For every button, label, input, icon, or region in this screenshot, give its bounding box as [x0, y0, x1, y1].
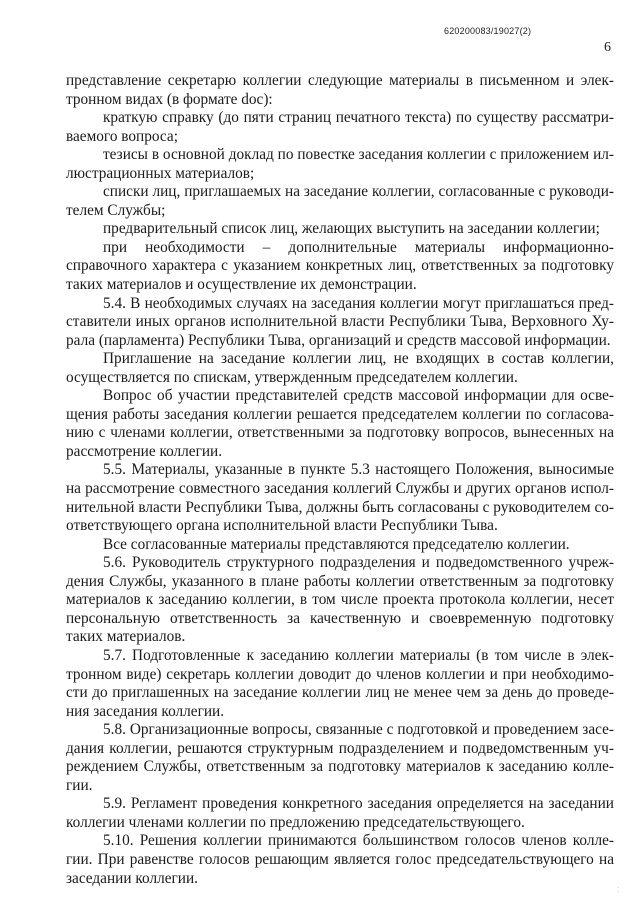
paragraph: предварительный список лиц, желающих выступить на заседании коллегии; — [103, 220, 600, 238]
page-number: 6 — [604, 40, 611, 55]
paragraph: 5.6. Руководитель структурного подразделения и подведомственного учреждения Службы, указанного в плане работы коллегии ответственным за подготовку материалов к заседанию коллегии, в том числе проекта протокола коллегии, несет персональную ответственность за качественную и своевременную подготовку таких материалов. — [66, 554, 614, 646]
paragraph: при необходимости – дополнительные материалы информационно-справочного характера с указанием конкретных лиц, ответственных за подготовку таких материалов и осуществление их демонстрации. — [66, 238, 614, 294]
paragraph: 5.7. Подготовленные к заседанию коллегии материалы (в том числе в электронном виде) секретарь коллегии доводит до членов коллегии и при необходимости до приглашенных на заседание коллегии лиц не менее чем за день до проведения заседания коллегии. — [66, 646, 614, 720]
document-body — [66, 72, 614, 888]
paragraph: представление секретарю коллегии следующие материалы в письменном и электронном видах (в формате doc): — [66, 72, 614, 108]
scan-mark: ⁚ — [617, 886, 620, 894]
doc-number: 620200083/19027(2) — [444, 26, 532, 36]
paragraph: Вопрос об участии представителей средств массовой информации для освещения работы заседания коллегии решается председателем коллегии по согласованию с членами коллегии, ответственными за подготовку вопросов, вынесенных на рассмотрение коллегии. — [66, 387, 614, 460]
paragraph: Приглашение на заседание коллегии лиц, не входящих в состав коллегии, осуществляется по спискам, утвержденным председателем коллегии. — [66, 350, 614, 386]
paragraph: Все согласованные материалы представляются председателю коллегии. — [103, 535, 570, 553]
paragraph: 5.9. Регламент проведения конкретного заседания определяется на заседании коллегии членами коллегии по предложению председательствующего. — [66, 795, 614, 831]
paragraph: 5.5. Материалы, указанные в пункте 5.3 настоящего Положения, выносимые на рассмотрение совместного заседания коллегий Службы и других органов исполнительной власти Республики Тыва, должны быть согласованы с руководителем соответствующего органа исполнительной власти Республики Тыва. — [66, 461, 614, 535]
paragraph: 5.4. В необходимых случаях на заседания коллегии могут приглашаться представители иных органов исполнительной власти Республики Тыва, Верховного Хурала (парламента) Республики Тыва, организаций и средств массовой информации. — [66, 294, 614, 349]
paragraph: 5.10. Решения коллегии принимаются большинством голосов членов коллегии. При равенстве голосов решающим является голос председательствующего на заседании коллегии. — [66, 832, 614, 887]
paragraph: 5.8. Организационные вопросы, связанные с подготовкой и проведением заседания коллегии, решаются структурным подразделением и подведомственным учреждением Службы, ответственным за подготовку материалов к заседанию коллегии. — [66, 721, 614, 794]
paragraph: списки лиц, приглашаемых на заседание коллегии, согласованные с руководителем Службы; — [66, 183, 614, 219]
paragraph: краткую справку (до пяти страниц печатного текста) по существу рассматриваемого вопроса; — [66, 109, 614, 145]
paragraph: тезисы в основной доклад по повестке заседания коллегии с приложением иллюстрационных материалов; — [66, 146, 614, 182]
